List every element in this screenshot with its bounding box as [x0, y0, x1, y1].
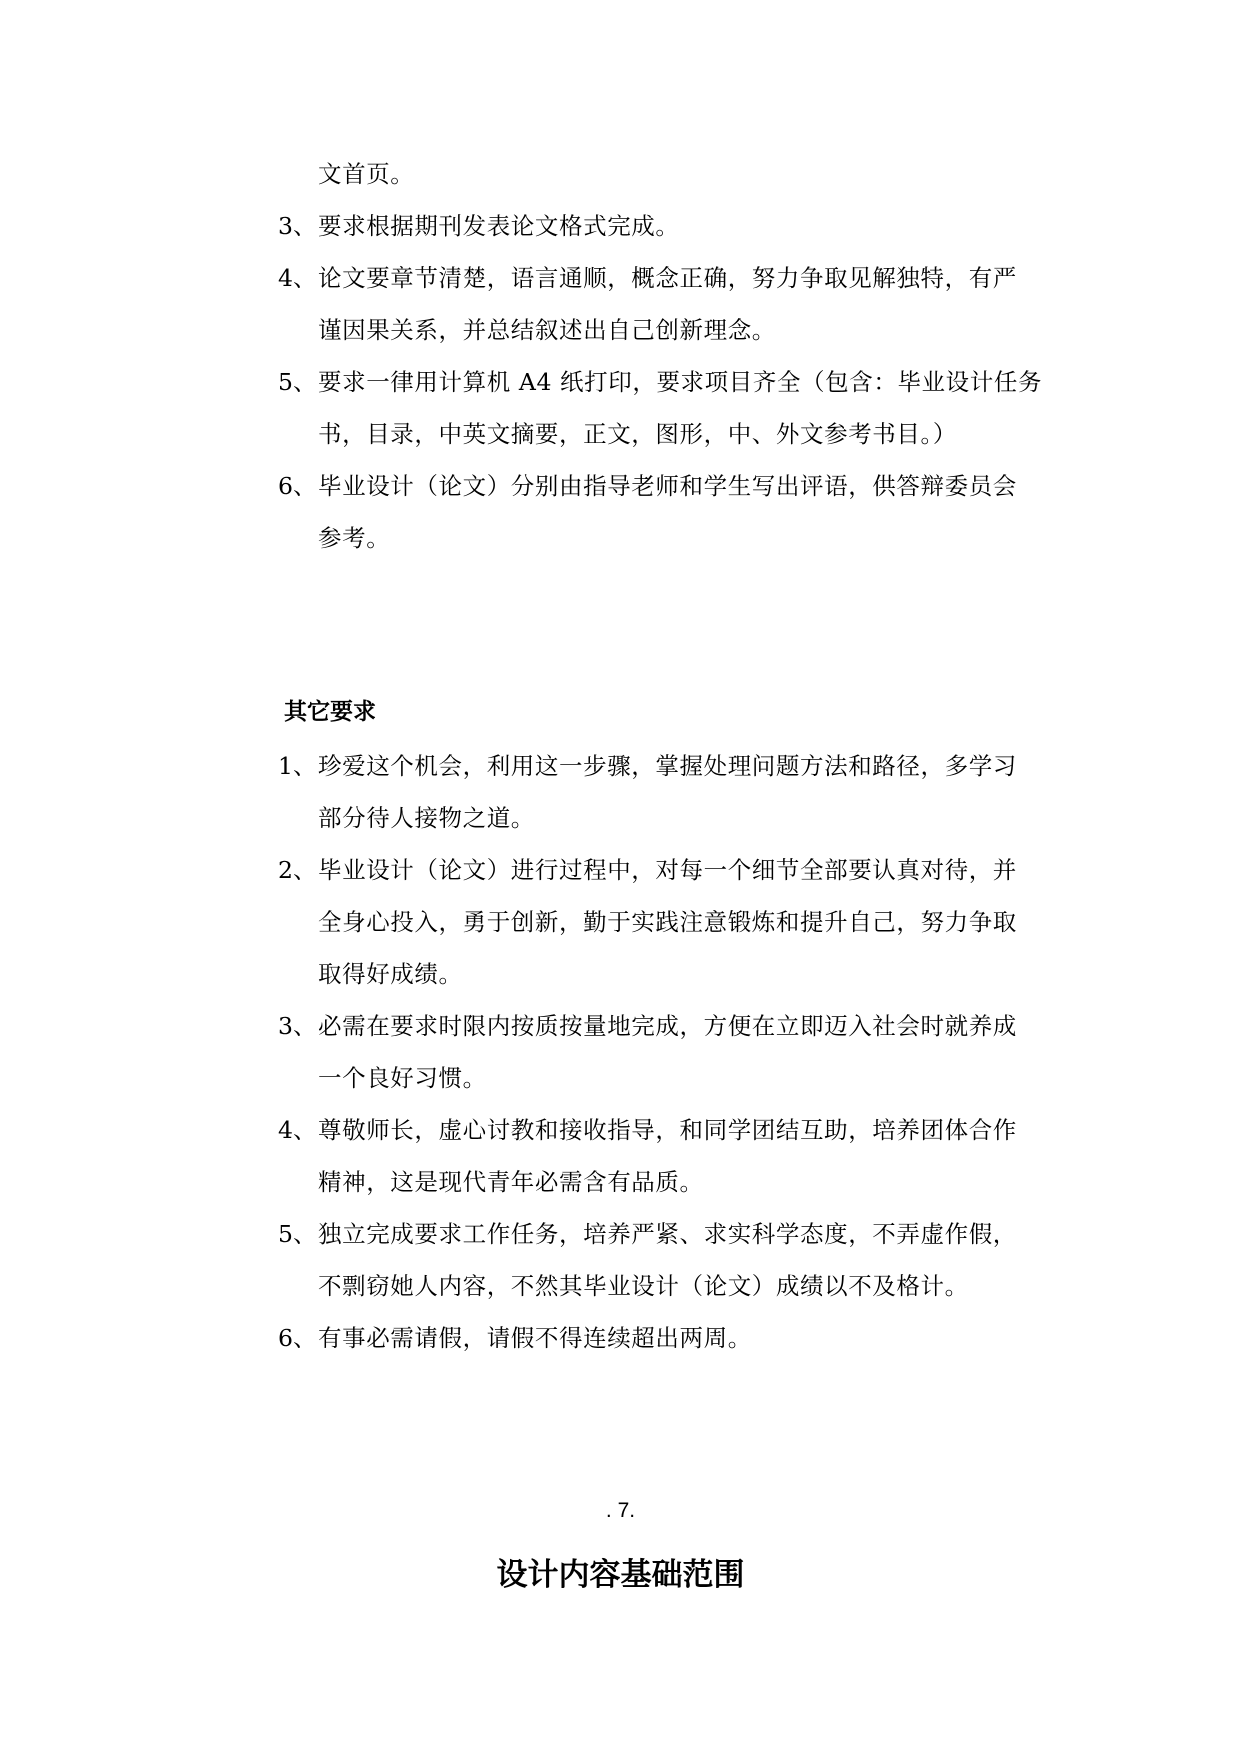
paragraph-continuation: 文首页。 [318, 160, 415, 188]
section-heading: 其它要求 [284, 699, 376, 725]
list-item-text: 论文要章节清楚，语言通顺，概念正确，努力争取见解独特，有严 [318, 264, 1017, 292]
list-item-text: 珍爱这个机会，利用这一步骤，掌握处理问题方法和路径，多学习 [318, 752, 1017, 780]
list-number: 5、 [278, 1220, 317, 1248]
list-item-text: 全身心投入，勇于创新，勤于实践注意锻炼和提升自己，努力争取 [318, 908, 1017, 936]
list-number: 4、 [278, 264, 317, 292]
list-number: 3、 [278, 212, 317, 240]
list-number: 2、 [278, 856, 317, 884]
list-item-text: 独立完成要求工作任务，培养严紧、求实科学态度，不弄虚作假， [318, 1220, 1017, 1248]
list-item-text: 不剽窃她人内容，不然其毕业设计（论文）成绩以不及格计。 [318, 1272, 969, 1300]
list-item-text: 毕业设计（论文）进行过程中，对每一个细节全部要认真对待，并 [318, 856, 1017, 884]
list-number: 6、 [278, 1324, 317, 1352]
list-item-text: 有事必需请假，请假不得连续超出两周。 [318, 1324, 752, 1352]
section-title: 设计内容基础范围 [496, 1557, 745, 1593]
list-number: 1、 [278, 752, 317, 780]
list-item-text: 要求根据期刊发表论文格式完成。 [318, 212, 680, 240]
list-item-text: 必需在要求时限内按质按量地完成，方便在立即迈入社会时就养成 [318, 1012, 1017, 1040]
list-item-text: 部分待人接物之道。 [318, 804, 535, 832]
list-number: 3、 [278, 1012, 317, 1040]
list-number: 6、 [278, 472, 317, 500]
list-item-text: 书，目录，中英文摘要，正文，图形，中、外文参考书目。） [318, 420, 957, 448]
page-number: . 7. [605, 1499, 636, 1522]
list-item-text: 取得好成绩。 [318, 960, 463, 988]
list-item-text: 毕业设计（论文）分别由指导老师和学生写出评语，供答辩委员会 [318, 472, 1017, 500]
list-item-text: 参考。 [318, 524, 391, 552]
list-number: 5、 [278, 368, 317, 396]
list-item-text: 一个良好习惯。 [318, 1064, 487, 1092]
list-item-text: 精神，这是现代青年必需含有品质。 [318, 1168, 704, 1196]
list-number: 4、 [278, 1116, 317, 1144]
list-item-text: 谨因果关系，并总结叙述出自己创新理念。 [318, 316, 776, 344]
list-item-text: 要求一律用计算机 A4 纸打印，要求项目齐全（包含：毕业设计任务 [318, 368, 1043, 396]
list-item-text: 尊敬师长，虚心讨教和接收指导，和同学团结互助，培养团体合作 [318, 1116, 1017, 1144]
